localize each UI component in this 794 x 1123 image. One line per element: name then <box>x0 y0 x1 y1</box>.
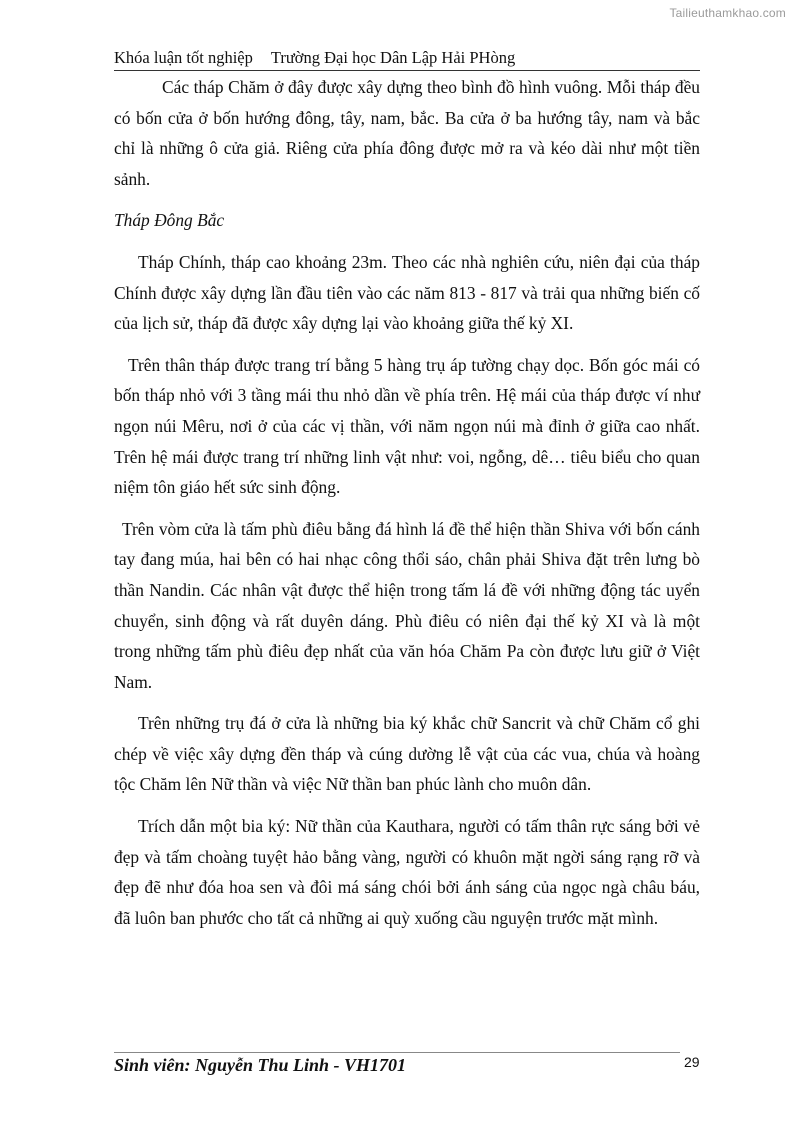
paragraph-tower-decoration: Trên thân tháp được trang trí bằng 5 hàng trụ áp tường chạy dọc. Bốn góc mái có bốn tháp nhỏ với 3 tầng mái thu nhỏ dần về phía trên. Hệ mái của tháp được ví như ngọn núi Mêru, nơi ở của các vị thần, với năm ngọn núi mà đỉnh ở giữa cao nhất. Trên hệ mái được trang trí những linh vật như: voi, ngỗng, dê… tiêu biểu cho quan niệm tôn giáo hết sức sinh động. <box>114 354 700 498</box>
paragraph-stele-quote: Trích dẫn một bia ký: Nữ thần của Kauthara, người có tấm thân rực sáng bởi vẻ đẹp và tấm choàng tuyệt hảo bằng vàng, người có khuôn mặt ngời sáng rạng rỡ và đẹp đẽ như đóa hoa sen và đôi má sáng chói bởi ánh sáng của ngọc ngà châu báu, đã luôn ban phước cho tất cả những ai quỳ xuống cầu nguyện trước mặt mình. <box>114 816 700 928</box>
footer-divider <box>114 1052 680 1053</box>
paragraph-tower-plan: Các tháp Chăm ở đây được xây dựng theo bình đồ hình vuông. Mỗi tháp đều có bốn cửa ở bốn hướng đông, tây, nam, bắc. Ba cửa ở ba hướng tây, nam và bắc chỉ là những ô cửa giả. Riêng cửa phía đông được mở ra và kéo dài như một tiền sảnh. <box>114 77 700 189</box>
section-heading: Tháp Đông Bắc <box>114 210 225 231</box>
paragraph-main-tower: Tháp Chính, tháp cao khoảng 23m. Theo các nhà nghiên cứu, niên đại của tháp Chính được xây dựng lần đầu tiên vào các năm 813 - 817 và trải qua những biến cố của lịch sử, tháp đã được xây dựng lại vào khoảng giữa thế kỷ XI. <box>114 251 700 334</box>
paragraph-stele-inscriptions: Trên những trụ đá ở cửa là những bia ký khắc chữ Sancrit và chữ Chăm cổ ghi chép về việc xây dựng đền tháp và cúng dường lễ vật của các vua, chúa và hoàng tộc Chăm lên Nữ thần và việc Nữ thần ban phúc lành cho muôn dân. <box>114 713 700 795</box>
footer-student-name: Sinh viên: Nguyễn Thu Linh - VH1701 <box>114 1055 407 1075</box>
page-header <box>114 48 700 71</box>
page-number: 29 <box>684 1054 700 1070</box>
document-body <box>114 72 700 933</box>
header-university-name: Trường Đại học Dân Lập Hải PHòng <box>270 48 516 67</box>
watermark-text: Tailieuthamkhao.com <box>669 6 786 20</box>
paragraph-shiva-relief: Trên vòm cửa là tấm phù điêu bằng đá hình lá đề thể hiện thần Shiva với bốn cánh tay đang múa, hai bên có hai nhạc công thổi sáo, chân phải Shiva đặt trên lưng bò thần Nandin. Các nhân vật được thể hiện trong tấm lá đề với những động tác uyển chuyển, sinh động và rất duyên dáng. Phù điêu có niên đại thế kỷ XI và là một trong những tấm phù điêu đẹp nhất của văn hóa Chăm Pa còn được lưu giữ ở Việt Nam. <box>114 518 700 692</box>
header-thesis-label: Khóa luận tốt nghiệp <box>114 48 253 67</box>
